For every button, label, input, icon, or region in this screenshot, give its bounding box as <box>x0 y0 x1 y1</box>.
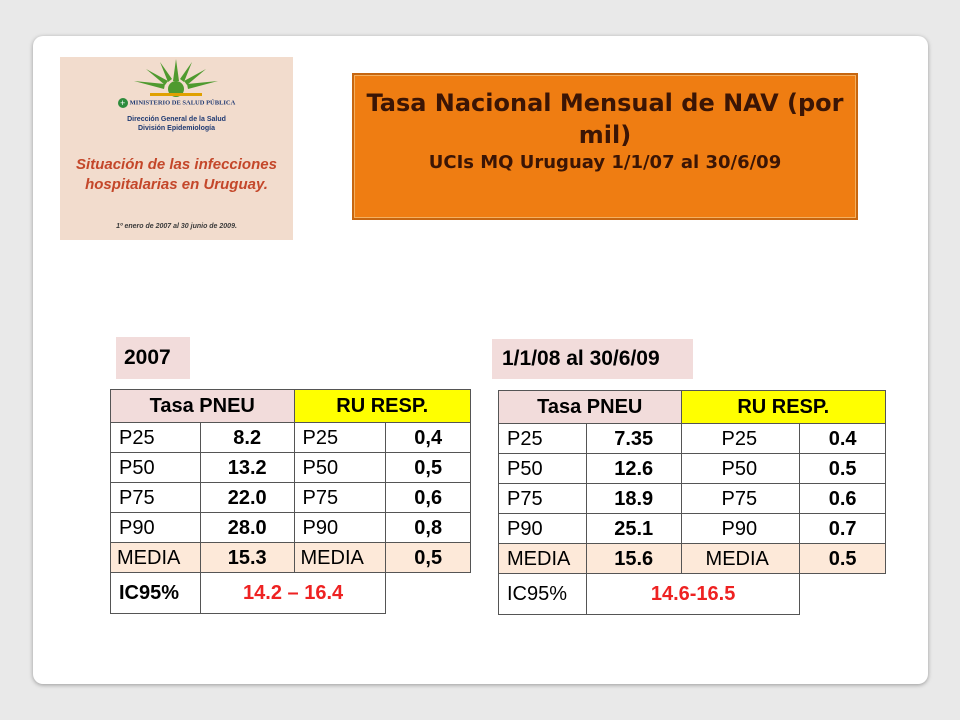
table-row <box>499 514 886 544</box>
cell-value: 0,8 <box>386 513 471 543</box>
cell-label: P25 <box>294 423 386 453</box>
cell-label: P50 <box>294 453 386 483</box>
ic95-label: IC95% <box>111 573 201 614</box>
sun-emblem-icon <box>130 59 222 99</box>
cell-value: 0.6 <box>800 484 886 514</box>
table-row <box>499 454 886 484</box>
cell-label: P75 <box>294 483 386 513</box>
cell-label: P50 <box>111 453 201 483</box>
header-tasa-pneu: Tasa PNEU <box>111 390 295 423</box>
table-row-media <box>499 544 886 574</box>
direction-block <box>60 115 293 133</box>
table-row-ic95 <box>111 573 471 614</box>
table-row <box>111 513 471 543</box>
cell-value: 15.6 <box>586 544 681 574</box>
situation-title: Situación de las infecciones hospitalarias en Uruguay. <box>76 156 277 193</box>
ic95-label: IC95% <box>499 574 587 615</box>
header-ru-resp: RU RESP. <box>681 391 885 424</box>
cell-label: P90 <box>111 513 201 543</box>
cell-label: MEDIA <box>681 544 800 574</box>
table-header-row <box>499 391 886 424</box>
cell-label: P25 <box>499 424 587 454</box>
cell-label: P75 <box>499 484 587 514</box>
table-row-ic95 <box>499 574 886 615</box>
cell-value: 8.2 <box>200 423 294 453</box>
cell-label: P50 <box>681 454 800 484</box>
cell-label: P90 <box>681 514 800 544</box>
table-row-media <box>111 543 471 573</box>
stats-table-2008-2009 <box>498 390 886 615</box>
table-row <box>499 484 886 514</box>
table-header-row <box>111 390 471 423</box>
cell-label: P25 <box>681 424 800 454</box>
empty-cell <box>800 574 886 615</box>
ic95-value: 14.6-16.5 <box>586 574 799 615</box>
cell-value: 0,6 <box>386 483 471 513</box>
ministry-text: MINISTERIO DE SALUD PÚBLICA <box>129 99 236 107</box>
cell-value: 0,5 <box>386 543 471 573</box>
cell-value: 0.4 <box>800 424 886 454</box>
cell-label: P75 <box>111 483 201 513</box>
title-box <box>352 73 858 220</box>
cell-value: 22.0 <box>200 483 294 513</box>
cover-dates: 1º enero de 2007 al 30 junio de 2009. <box>116 223 237 230</box>
division-text: División Epidemiología <box>137 125 215 132</box>
table-row <box>111 453 471 483</box>
cell-value: 25.1 <box>586 514 681 544</box>
stats-table-2007 <box>110 389 471 614</box>
cell-value: 0.7 <box>800 514 886 544</box>
table-row <box>111 483 471 513</box>
cell-value: 28.0 <box>200 513 294 543</box>
cell-value: 13.2 <box>200 453 294 483</box>
cell-value: 0,5 <box>386 453 471 483</box>
cell-value: 12.6 <box>586 454 681 484</box>
cell-value: 7.35 <box>586 424 681 454</box>
cell-label: P90 <box>294 513 386 543</box>
cell-value: 15.3 <box>200 543 294 573</box>
ic95-value: 14.2 – 16.4 <box>200 573 385 614</box>
table-2007-label: 2007 <box>116 337 190 379</box>
header-tasa-pneu: Tasa PNEU <box>499 391 682 424</box>
table-2008-label: 1/1/08 al 30/6/09 <box>492 339 693 379</box>
cell-value: 0.5 <box>800 544 886 574</box>
cell-value: 18.9 <box>586 484 681 514</box>
cell-value: 0,4 <box>386 423 471 453</box>
cell-label: P25 <box>111 423 201 453</box>
header-ru-resp: RU RESP. <box>294 390 471 423</box>
report-cover-logo <box>60 57 293 240</box>
cell-label: P50 <box>499 454 587 484</box>
cell-label: MEDIA <box>499 544 587 574</box>
empty-cell <box>386 573 471 614</box>
title-main: Tasa Nacional Mensual de NAV (por mil) <box>366 89 844 149</box>
direction-text: Dirección General de la Salud <box>127 116 226 123</box>
cell-label: P90 <box>499 514 587 544</box>
title-sub: UCIs MQ Uruguay 1/1/07 al 30/6/09 <box>428 152 782 173</box>
cell-label: MEDIA <box>111 543 201 573</box>
cell-label: P75 <box>681 484 800 514</box>
table-row <box>111 423 471 453</box>
health-cross-icon: + <box>118 98 128 108</box>
ministry-name <box>60 98 293 108</box>
table-row <box>499 424 886 454</box>
cell-value: 0.5 <box>800 454 886 484</box>
cell-label: MEDIA <box>294 543 386 573</box>
